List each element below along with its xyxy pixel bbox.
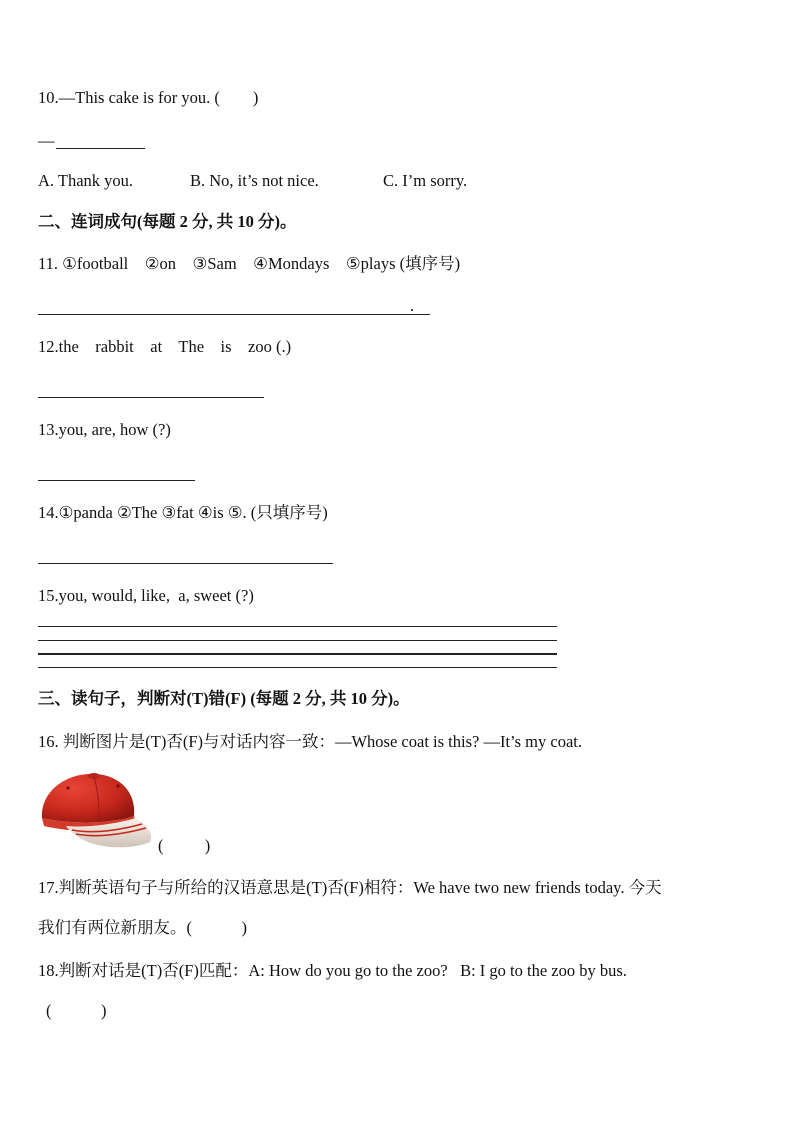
q16-answer-paren[interactable]: ( )	[158, 836, 211, 855]
q13-prompt: 13.you, are, how (?)	[38, 420, 171, 439]
section2-title: 二、连词成句(每题 2 分, 共 10 分)。	[38, 212, 297, 231]
q15-prompt: 15.you, would, like, a, sweet (?)	[38, 586, 254, 605]
q14-prompt: 14.①panda ②The ③fat ④is ⑤. (只填序号)	[38, 503, 328, 522]
q11-period: .	[410, 296, 415, 315]
q15-writing-line-3	[38, 653, 557, 655]
q11-prompt: 11. ①football ②on ③Sam ④Mondays ⑤plays (填序号)	[38, 254, 461, 273]
q11-answer-line	[38, 314, 430, 315]
q12-answer-line	[38, 397, 264, 398]
q10-option-b: B. No, it’s not nice.	[190, 171, 319, 190]
q18-answer-paren[interactable]: ( )	[46, 1001, 107, 1020]
q17-prompt-line1: 17.判断英语句子与所给的汉语意思是(T)否(F)相符：We have two new friends today. 今天	[38, 878, 662, 897]
q12-prompt: 12.the rabbit at The is zoo (.)	[38, 337, 292, 356]
q15-writing-line-1	[38, 626, 557, 627]
cap-image	[38, 768, 156, 854]
q13-answer-line	[38, 480, 195, 481]
q15-writing-line-4	[38, 667, 557, 668]
q10-option-c: C. I’m sorry.	[383, 171, 468, 190]
q10-question: 10.—This cake is for you. ( )	[38, 88, 259, 107]
q10-option-a: A. Thank you.	[38, 171, 134, 190]
q18-prompt: 18.判断对话是(T)否(F)匹配：A: How do you go to the zoo? B: I go to the zoo by bus.	[38, 961, 627, 980]
q10-answer-line	[56, 148, 145, 149]
q10-answer-dash: —	[38, 131, 55, 150]
q15-writing-line-2	[38, 640, 557, 641]
q14-answer-line	[38, 563, 333, 564]
section3-title: 三、读句子，判断对(T)错(F) (每题 2 分, 共 10 分)。	[38, 689, 410, 708]
q16-prompt: 16. 判断图片是(T)否(F)与对话内容一致：—Whose coat is this? —It’s my coat.	[38, 732, 582, 751]
q17-prompt-line2: 我们有两位新朋友。( )	[38, 918, 247, 937]
